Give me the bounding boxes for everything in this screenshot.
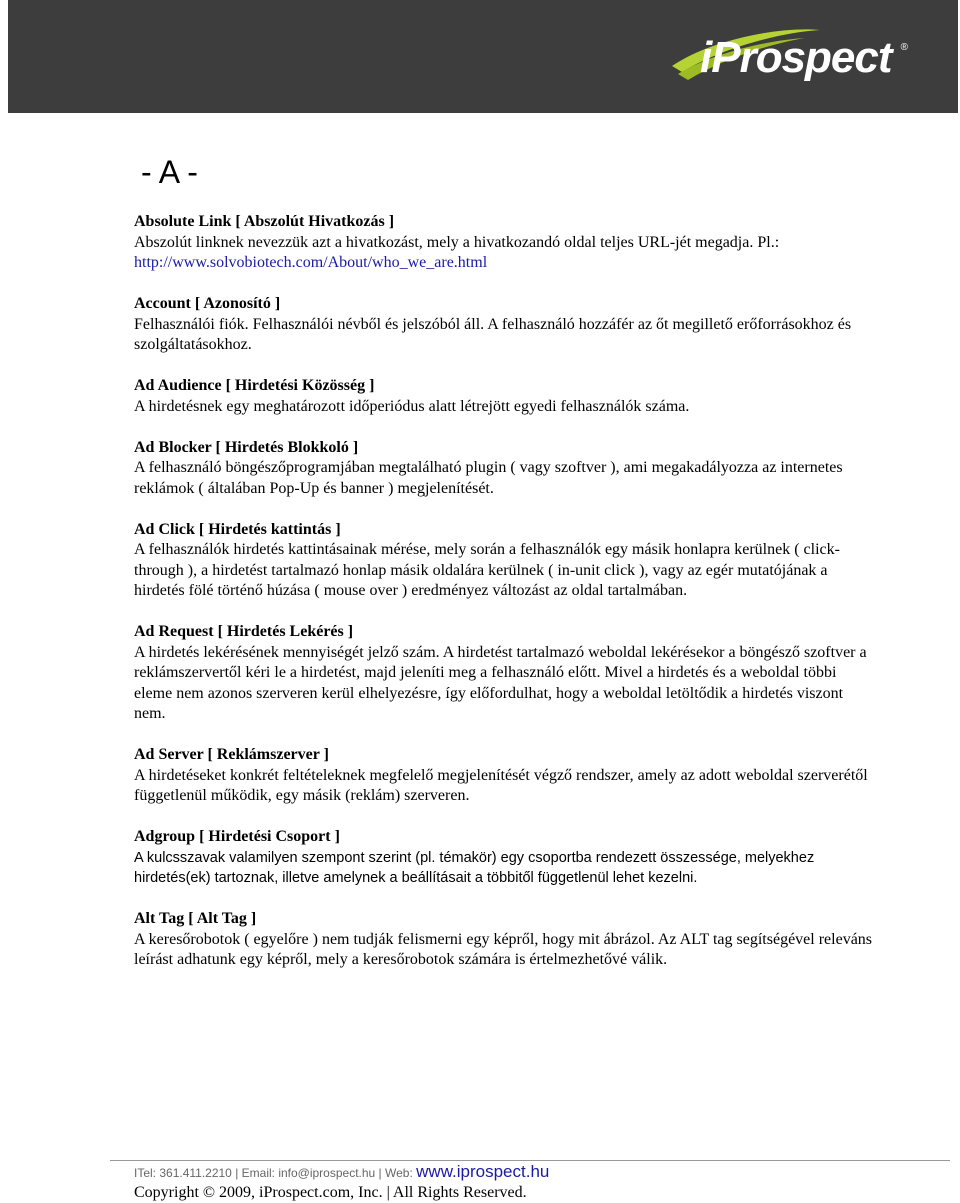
entry-definition: Abszolút linknek nevezzük azt a hivatkozást, mely a hivatkozandó oldal teljes URL-jét megadja. Pl.:: [134, 233, 780, 251]
entry-definition: A hirdetéseket konkrét feltételeknek megfelelő megjelenítését végző rendszer, amely az adott weboldal szerverétől függetlenül működik, egy másik (reklám) szerveren.: [134, 766, 868, 804]
entry-definition: A kulcsszavak valamilyen szempont szerint (pl. témakör) egy csoportba rendezett összessége, melyekhez hirdetés(ek) tartoznak, illetve amelynek a beállításait a többitől függetlenül lehet kezelni.: [134, 849, 815, 886]
glossary-entry: [134, 827, 874, 889]
entry-definition: A keresőrobotok ( egyelőre ) nem tudják felismerni egy képről, hogy mit ábrázol. Az ALT tag segítségével releváns leírást adhatunk egy képről, mely a keresőrobotok számára is értelmezhetővé válik.: [134, 930, 873, 968]
footer-web-link[interactable]: www.iprospect.hu: [416, 1162, 550, 1181]
footer-contact-text: ITel: 361.411.2210 | Email: info@iprospect.hu | Web:: [134, 1166, 417, 1180]
footer-divider: [110, 1160, 950, 1161]
glossary-entry: [134, 294, 874, 356]
glossary-entry: [134, 212, 874, 274]
entry-link[interactable]: http://www.solvobiotech.com/About/who_we_are.html: [134, 254, 488, 271]
entry-term: Alt Tag [ Alt Tag ]: [134, 910, 257, 927]
glossary-entry: [134, 622, 874, 725]
entry-definition: A felhasználók hirdetés kattintásainak mérése, mely során a felhasználók egy másik honlapra kerülnek ( click-through ), a hirdetést tartalmazó honlap másik oldalára kerülnek ( in-unit click ), vagy az egér mutatójának a hirdetés fölé történő húzása ( mouse over ) eredményez változást az oldal tartalmában.: [134, 541, 840, 599]
glossary-content: [134, 212, 874, 991]
iprospect-logo: [670, 22, 910, 100]
entry-definition: A hirdetés lekérésének mennyiségét jelző szám. A hirdetést tartalmazó weboldal lekérésekor a böngésző szoftver a reklámszervertől kéri le a hirdetést, majd jeleníti meg a felhasználó előtt. Mivel a hirdetés és a weboldal többi eleme nem azonos szerveren kerül elhelyezésre, így előfordulhat, hogy a weboldal letöltődik a hirdetés viszont nem.: [134, 643, 867, 722]
entry-term: Account [ Azonosító ]: [134, 295, 281, 312]
entry-definition: A felhasználó böngészőprogramjában megtalálható plugin ( vagy szoftver ), ami megakadályozza az internetes reklámok ( általában Pop-Up és banner ) megjelenítését.: [134, 459, 843, 497]
entry-term: Ad Blocker [ Hirdetés Blokkoló ]: [134, 438, 359, 456]
logo-text: iProspect: [700, 33, 892, 82]
registered-mark: ®: [900, 42, 908, 53]
entry-definition: Felhasználói fiók. Felhasználói névből és jelszóból áll. A felhasználó hozzáfér az őt megillető erőforrásokhoz és szolgáltatásokhoz.: [134, 315, 852, 353]
entry-definition: A hirdetésnek egy meghatározott időperiódus alatt létrejött egyedi felhasználók száma.: [134, 397, 690, 415]
entry-term: Ad Click [ Hirdetés kattintás ]: [134, 520, 341, 538]
glossary-entry: [134, 438, 874, 500]
entry-term: Ad Server [ Reklámszerver ]: [134, 746, 329, 763]
footer-contact: [134, 1163, 549, 1182]
footer-copyright: Copyright © 2009, iProspect.com, Inc. | All Rights Reserved.: [134, 1184, 527, 1201]
glossary-entry: [134, 909, 874, 971]
entry-term: Ad Request [ Hirdetés Lekérés ]: [134, 623, 354, 640]
section-letter-heading: - A -: [141, 154, 198, 190]
entry-term: Adgroup [ Hirdetési Csoport ]: [134, 828, 340, 845]
entry-term: Ad Audience [ Hirdetési Közösség ]: [134, 377, 375, 394]
glossary-entry: [134, 520, 874, 602]
page-header: [8, 0, 958, 113]
entry-term: Absolute Link [ Abszolút Hivatkozás ]: [134, 213, 395, 230]
glossary-entry: [134, 376, 874, 417]
glossary-entry: [134, 745, 874, 807]
